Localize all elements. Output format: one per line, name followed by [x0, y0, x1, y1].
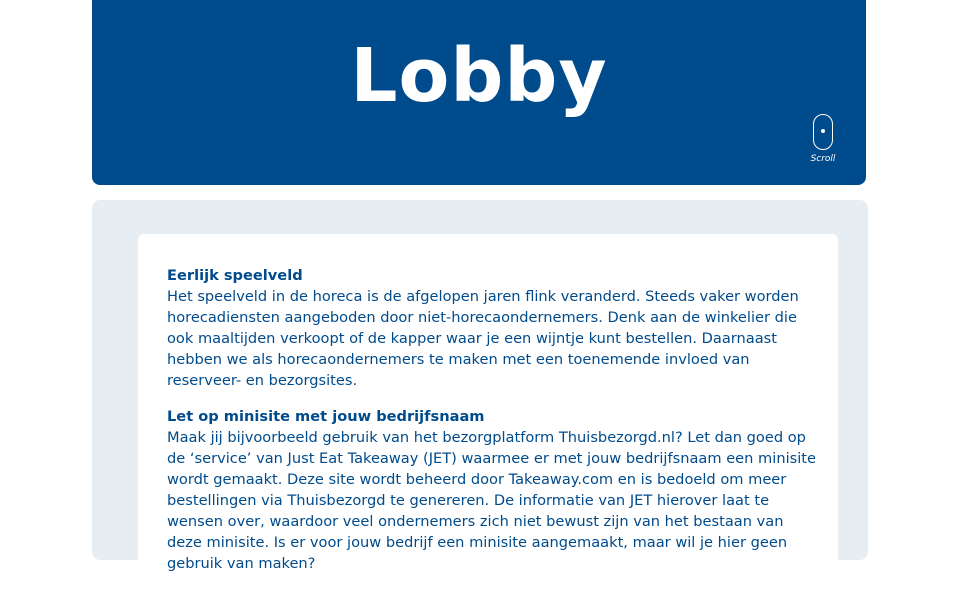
section-body: Maak jij bijvoorbeeld gebruik van het bezorgplatform Thuisbezorgd.nl? Let dan goed op de ‘service’ van Just Eat Takeaway (JET) waarmee er met jouw bedrijfsnaam een minisite wordt gemaakt. Deze site wordt beheerd door Takeaway.com en is bedoeld om meer bestellingen via Thuisbezorgd te genereren. De informatie van JET hierover laat te wensen over, waardoor veel ondernemers zich niet bewust zijn van het bestaan van deze minisite. Is er voor jouw bedrijf een minisite aangemaakt, maar wil je hier geen gebruik van maken? [167, 429, 816, 572]
hero-title: Lobby [350, 33, 608, 119]
scroll-label: Scroll [810, 154, 836, 164]
content-card [138, 234, 838, 574]
scroll-indicator[interactable] [808, 114, 838, 164]
section-body: Het speelveld in de horeca is de afgelopen jaren flink veranderd. Steeds vaker worden horecadiensten aangeboden door niet-horecaondernemers. Denk aan de winkelier die ook maaltijden verkoopt of de kapper waar je een wijntje kunt bestellen. Daarnaast hebben we als horecaondernemers te maken met een toenemende invloed van reserveer- en bezorgsites. [167, 288, 799, 389]
content-panel [92, 200, 868, 572]
section-heading: Let op minisite met jouw bedrijfsnaam [167, 408, 485, 425]
hero-banner [92, 0, 866, 185]
mouse-wheel-dot [821, 129, 825, 133]
section-heading: Eerlijk speelveld [167, 267, 303, 284]
section-minisite [167, 406, 817, 574]
article-content [167, 265, 817, 589]
section-eerlijk-speelveld [167, 265, 817, 391]
mouse-scroll-icon [813, 114, 833, 150]
